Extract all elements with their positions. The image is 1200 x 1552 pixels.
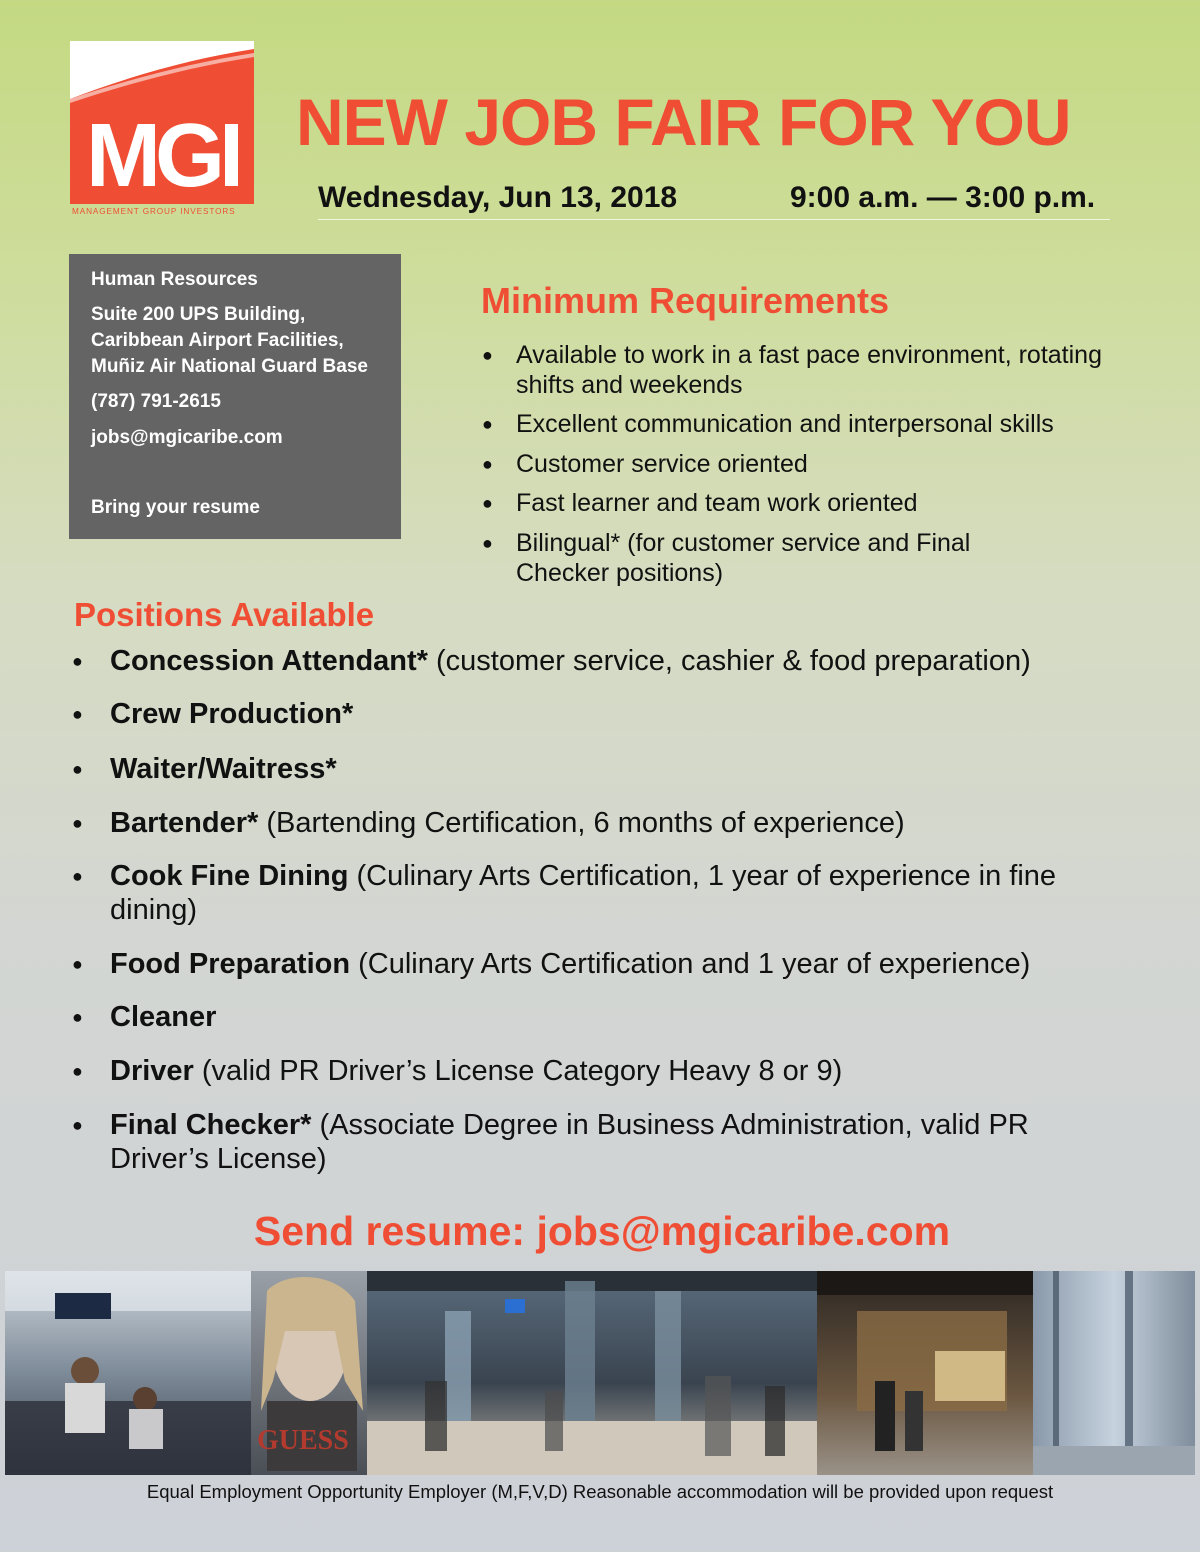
bullet-icon: ● xyxy=(482,454,493,474)
position-name: Bartender* xyxy=(110,807,259,839)
logo-tagline: MANAGEMENT GROUP INVESTORS xyxy=(72,207,236,216)
bullet-icon: ● xyxy=(482,345,493,365)
position-item xyxy=(72,1054,1120,1088)
bullet-icon: ● xyxy=(72,704,83,724)
page-title: NEW JOB FAIR FOR YOU xyxy=(296,85,1071,159)
contact-department: Human Resources xyxy=(91,269,258,290)
requirement-item xyxy=(482,340,1126,400)
position-name: Crew Production* xyxy=(110,698,354,730)
contact-box xyxy=(69,254,401,539)
position-item xyxy=(72,697,1120,731)
logo-text: MGI xyxy=(86,106,238,204)
requirement-item xyxy=(482,528,1056,588)
position-name: Driver xyxy=(110,1055,194,1087)
event-date: Wednesday, Jun 13, 2018 xyxy=(318,181,678,214)
airport-collage-image xyxy=(5,1271,1195,1475)
eeo-footer: Equal Employment Opportunity Employer (M,F,V,D) Reasonable accommodation will be provided upon request xyxy=(146,1481,1054,1502)
bullet-icon: ● xyxy=(72,1007,83,1027)
bullet-icon: ● xyxy=(482,533,493,553)
contact-address-line-2: Caribbean Airport Facilities, xyxy=(91,330,344,351)
bullet-icon: ● xyxy=(482,493,493,513)
requirement-item xyxy=(482,409,1126,439)
mgi-logo xyxy=(70,41,254,219)
store-sign-text: GUESS xyxy=(257,1425,349,1456)
bullet-icon: ● xyxy=(482,414,493,434)
position-detail: (customer service, cashier & food preparation) xyxy=(427,645,1031,677)
position-name: Cleaner xyxy=(110,1001,217,1033)
position-detail: (valid PR Driver’s License Category Heavy 8 or 9) xyxy=(193,1055,843,1087)
position-item xyxy=(72,947,1120,981)
position-name: Concession Attendant* xyxy=(110,645,428,677)
bullet-icon: ● xyxy=(72,651,83,671)
position-detail: (Culinary Arts Certification, 1 year of experience in fine dining) xyxy=(110,860,1057,926)
position-name: Final Checker* xyxy=(110,1109,312,1141)
position-item xyxy=(72,752,1120,786)
airport-photo-collage xyxy=(5,1271,1195,1475)
position-item xyxy=(72,644,1120,678)
send-resume-callout[interactable]: Send resume: jobs@mgicaribe.com xyxy=(253,1208,951,1254)
bullet-icon: ● xyxy=(72,1115,83,1135)
contact-phone[interactable]: (787) 791-2615 xyxy=(91,391,221,412)
requirement-item xyxy=(482,449,1126,479)
bullet-icon: ● xyxy=(72,954,83,974)
requirement-text: Excellent communication and interpersonal skills xyxy=(516,410,1054,438)
requirement-text: Available to work in a fast pace environment, rotating shifts and weekends xyxy=(516,341,1102,399)
position-item xyxy=(72,1000,1120,1034)
bullet-icon: ● xyxy=(72,813,83,833)
position-detail: (Associate Degree in Business Administration, valid PR Driver’s License) xyxy=(110,1109,1029,1175)
logo-box xyxy=(70,41,254,204)
bullet-icon: ● xyxy=(72,759,83,779)
requirement-text: Customer service oriented xyxy=(516,450,808,478)
header-divider xyxy=(318,219,1110,220)
event-time: 9:00 a.m. — 3:00 p.m. xyxy=(790,181,1096,214)
requirement-text: Bilingual* (for customer service and Final Checker positions) xyxy=(516,529,971,587)
contact-email[interactable]: jobs@mgicaribe.com xyxy=(91,427,283,448)
position-name: Waiter/Waitress* xyxy=(110,753,337,785)
contact-address-line-1: Suite 200 UPS Building, xyxy=(91,304,306,325)
position-name: Cook Fine Dining xyxy=(110,860,349,892)
position-item xyxy=(72,1108,1110,1176)
position-detail: (Bartending Certification, 6 months of experience) xyxy=(258,807,905,839)
requirements-title: Minimum Requirements xyxy=(481,280,890,321)
contact-address-line-3: Muñiz Air National Guard Base xyxy=(91,356,368,377)
positions-title: Positions Available xyxy=(74,596,375,633)
position-item xyxy=(72,806,1120,840)
bullet-icon: ● xyxy=(72,866,83,886)
bullet-icon: ● xyxy=(72,1061,83,1081)
position-item xyxy=(72,859,1090,927)
position-name: Food Preparation xyxy=(110,948,351,980)
requirement-item xyxy=(482,488,1126,518)
contact-note: Bring your resume xyxy=(91,497,260,518)
requirement-text: Fast learner and team work oriented xyxy=(516,489,918,517)
position-detail: (Culinary Arts Certification and 1 year of experience) xyxy=(350,948,1031,980)
